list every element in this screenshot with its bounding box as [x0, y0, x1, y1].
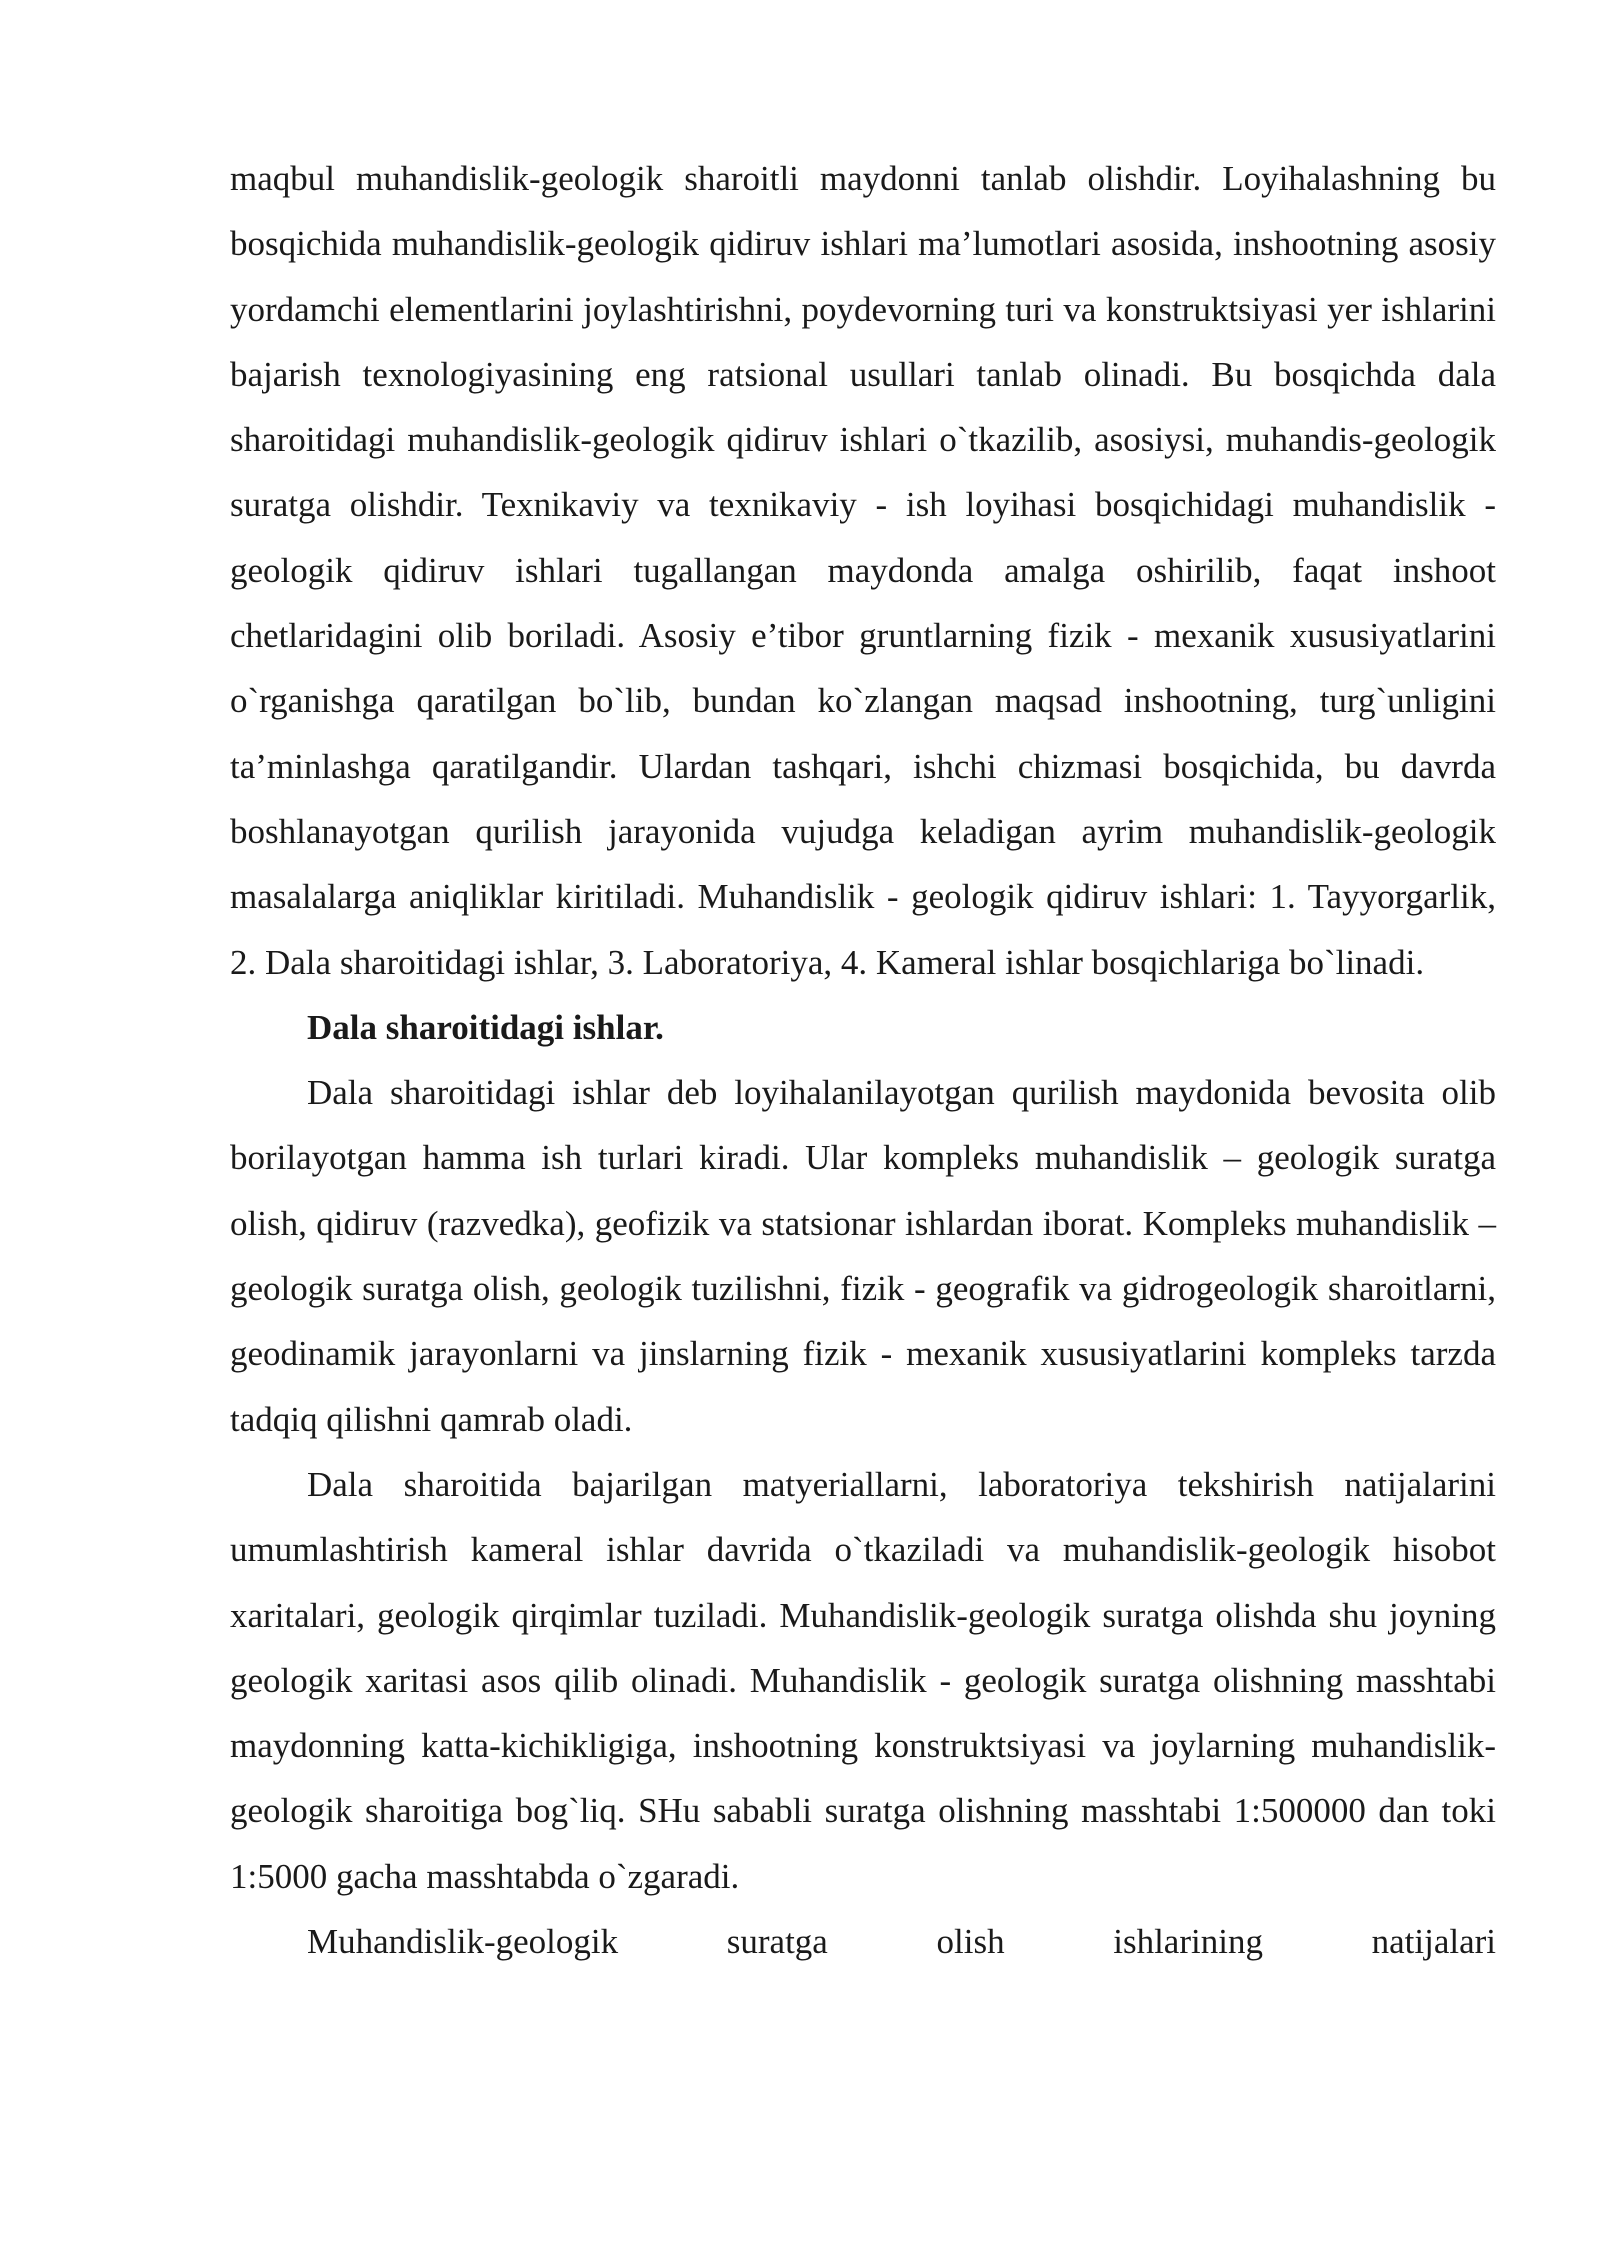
section-heading: Dala sharoitidagi ishlar. [307, 1007, 664, 1047]
paragraph-continuation: maqbul muhandislik-geologik sharoitli maydonni tanlab olishdir. Loyihalashning bu bosqichida muhandislik-geologik qidiruv ishlari ma’lumotlari asosida, inshootning asosiy yordamchi elementlarini joylashtirishni, poydevorning turi va konstruktsiyasi yer ishlarini bajarish texnologiyasining eng ratsional usullari tanlab olinadi. Bu bosqichda dala sharoitidagi muhandislik-geologik qidiruv ishlari o`tkazilib, asosiysi, muhandis-geologik suratga olishdir. Texnikaviy va texnikaviy - ish loyihasi bosqichidagi muhandislik - geologik qidiruv ishlari tugallangan maydonda amalga oshirilib, faqat inshoot chetlaridagini olib boriladi. Asosiy e’tibor gruntlarning fizik - mexanik xususiyatlarini o`rganishga qaratilgan bo`lib, bundan ko`zlangan maqsad inshootning, turg`unligini ta’minlashga qaratilgandir. Ulardan tashqari, ishchi chizmasi bosqichida, bu davrda boshlanayotgan qurilish jarayonida vujudga keladigan ayrim muhandislik-geologik masalalarga aniqliklar kiritiladi. Muhandislik - geologik qidiruv ishlari: 1. Tayyorgarlik, 2. Dala sharoitidagi ishlar, 3. Laboratoriya, 4. Kameral ishlar bosqichlariga bo`linadi. [230, 159, 1496, 982]
paragraph-field-work: Dala sharoitidagi ishlar deb loyihalanilayotgan qurilish maydonida bevosita olib borilayotgan hamma ish turlari kiradi. Ular kompleks muhandislik – geologik suratga olish, qidiruv (razvedka), geofizik va statsionar ishlardan iborat. Kompleks muhandislik – geologik suratga olish, geologik tuzilishni, fizik - geografik va gidrogeologik sharoitlarni, geodinamik jarayonlarni va jinslarning fizik - mexanik xususiyatlarini kompleks tarzda tadqiq qilishni qamrab oladi. [230, 1073, 1496, 1439]
document-page [230, 146, 1496, 1974]
paragraph-office-work: Dala sharoitida bajarilgan matyeriallarni, laboratoriya tekshirish natijalarini umumlashtirish kameral ishlar davrida o`tkaziladi va muhandislik-geologik hisobot xaritalari, geologik qirqimlar tuziladi. Muhandislik-geologik suratga olishda shu joyning geologik xaritasi asos qilib olinadi. Muhandislik - geologik suratga olishning masshtabi maydonning katta-kichikligiga, inshootning konstruktsiyasi va joylarning muhandislik-geologik sharoitiga bog`liq. SHu sababli suratga olishning masshtabi 1:500000 dan toki 1:5000 gacha masshtabda o`zgaradi. [230, 1464, 1496, 1896]
paragraph-results: Muhandislik-geologik suratga olish ishlarining natijalari [307, 1922, 1496, 1962]
